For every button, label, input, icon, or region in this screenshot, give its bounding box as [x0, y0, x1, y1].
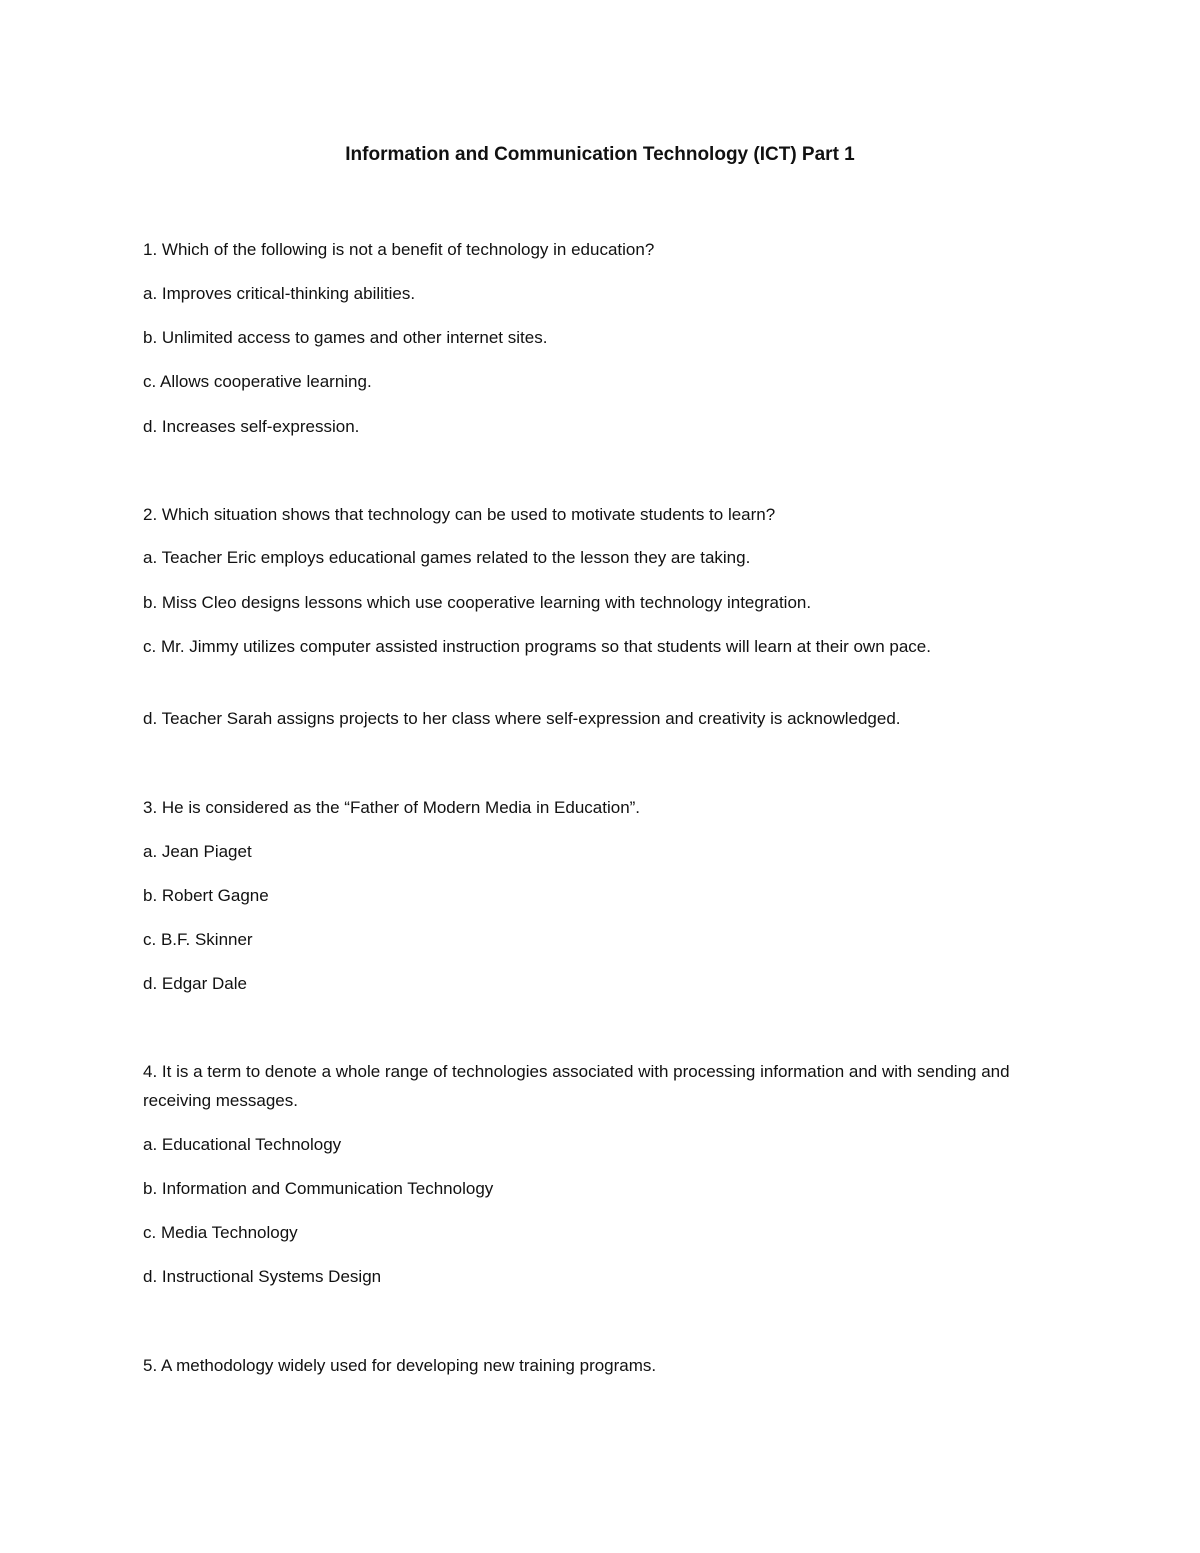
option: b. Unlimited access to games and other internet sites. — [143, 328, 548, 347]
option: a. Educational Technology — [143, 1135, 342, 1154]
option: b. Robert Gagne — [143, 886, 269, 905]
question-text: 4. It is a term to denote a whole range of technologies associated with processing information and with sending and receiving messages. — [143, 1062, 1010, 1110]
option: c. Mr. Jimmy utilizes computer assisted instruction programs so that students will learn at their own pace. — [143, 637, 931, 656]
option: c. Media Technology — [143, 1223, 298, 1242]
question-text: 2. Which situation shows that technology can be used to motivate students to learn? — [143, 505, 776, 524]
option: b. Miss Cleo designs lessons which use cooperative learning with technology integration. — [143, 593, 812, 612]
option: c. B.F. Skinner — [143, 930, 253, 949]
option: b. Information and Communication Technology — [143, 1179, 494, 1198]
option: d. Instructional Systems Design — [143, 1267, 382, 1286]
option: d. Edgar Dale — [143, 974, 247, 993]
option: d. Increases self-expression. — [143, 417, 360, 436]
option: a. Teacher Eric employs educational games related to the lesson they are taking. — [143, 548, 751, 567]
question-text: 1. Which of the following is not a benefit of technology in education? — [143, 240, 655, 259]
option: d. Teacher Sarah assigns projects to her class where self-expression and creativity is acknowledged. — [143, 709, 901, 728]
document-title: Information and Communication Technology (ICT) Part 1 — [345, 144, 855, 165]
option: c. Allows cooperative learning. — [143, 372, 372, 391]
question-text: 3. He is considered as the “Father of Modern Media in Education”. — [143, 798, 641, 817]
option: a. Improves critical-thinking abilities. — [143, 284, 416, 303]
question-text: 5. A methodology widely used for developing new training programs. — [143, 1356, 657, 1375]
option: a. Jean Piaget — [143, 842, 252, 861]
